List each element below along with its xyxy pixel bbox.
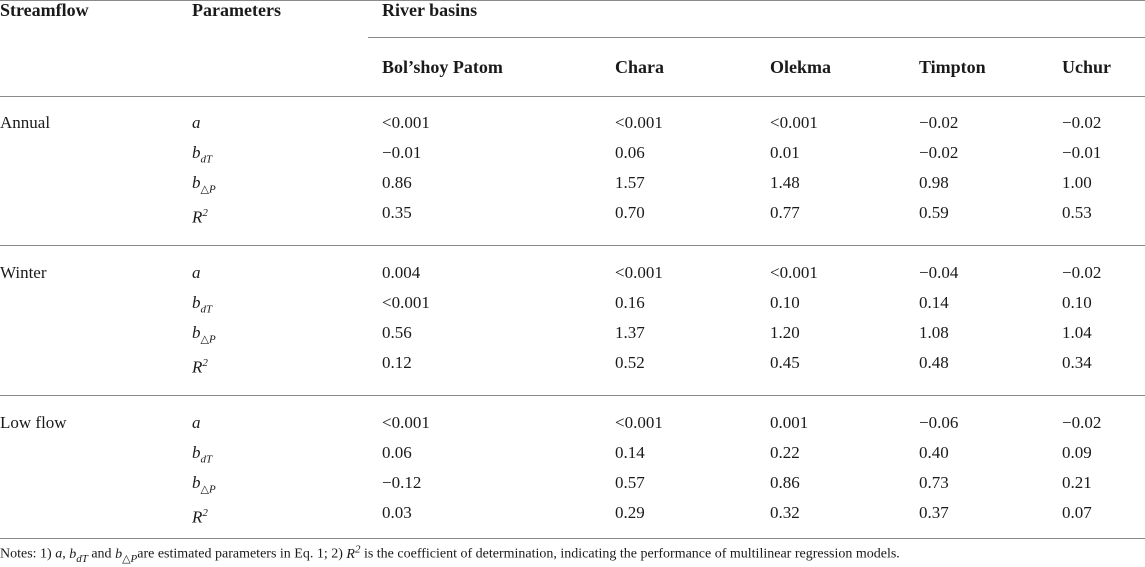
parameter-symbol-base: b	[192, 323, 201, 342]
parameter-symbol-sub: dT	[200, 153, 213, 166]
table-cell: −0.01	[1062, 143, 1102, 162]
table-cell: 0.40	[919, 443, 949, 462]
group-label: Annual	[0, 113, 51, 132]
table-cell: −0.01	[382, 143, 422, 162]
parameter-label	[192, 113, 201, 133]
notes-text: and	[87, 546, 116, 562]
parameter-symbol-base: R	[192, 507, 203, 527]
header-basin: Uchur	[1062, 57, 1111, 77]
table-cell: 0.12	[382, 353, 412, 372]
table-cell: 0.06	[615, 143, 645, 162]
table-cell: <0.001	[770, 263, 818, 282]
table-cell: 0.32	[770, 503, 800, 522]
parameter-label	[192, 143, 212, 169]
parameter-symbol-sub: △P	[200, 483, 216, 496]
table-cell: 0.34	[1062, 353, 1092, 372]
parameter-symbol-sub: dT	[200, 453, 213, 466]
table-cell: 0.37	[919, 503, 949, 522]
table-cell: 0.09	[1062, 443, 1092, 462]
parameter-symbol-sup: 2	[202, 357, 208, 369]
table-bottom-rule	[0, 538, 1145, 539]
table-cell: 0.70	[615, 203, 645, 222]
notes-text: ,	[62, 546, 70, 562]
parameter-label	[192, 323, 216, 349]
table-cell: 0.98	[919, 173, 949, 192]
header-bottom-rule	[0, 96, 1145, 97]
parameter-symbol-base: R	[192, 357, 203, 377]
notes-text: are estimated parameters in Eq. 1; 2)	[137, 546, 347, 562]
group-label: Low flow	[0, 413, 67, 432]
table-cell: 0.52	[615, 353, 645, 372]
notes-param-bdp	[115, 546, 138, 565]
table-cell: 0.73	[919, 473, 949, 492]
parameter-label	[192, 173, 216, 199]
table-cell: 0.03	[382, 503, 412, 522]
header-basin: Chara	[615, 57, 664, 77]
notes-symbol-base: R	[346, 546, 355, 562]
table-cell: 0.06	[382, 443, 412, 462]
table-cell: <0.001	[615, 263, 663, 282]
table-cell: 0.16	[615, 293, 645, 312]
table-cell: 1.08	[919, 323, 949, 342]
table-cell: <0.001	[382, 413, 430, 432]
parameter-label	[192, 413, 201, 433]
table-cell: −0.04	[919, 263, 959, 282]
notes-symbol-sub: △P	[122, 552, 138, 565]
table-cell: 0.001	[770, 413, 809, 432]
table-cell: <0.001	[770, 113, 818, 132]
table-cell: 0.21	[1062, 473, 1092, 492]
parameter-symbol-base: a	[192, 263, 201, 282]
table-cell: 1.37	[615, 323, 645, 342]
group-label: Winter	[0, 263, 47, 282]
parameter-symbol-sup: 2	[202, 507, 208, 519]
header-river-basins: River basins	[382, 0, 478, 20]
table-cell: 0.22	[770, 443, 800, 462]
header-streamflow: Streamflow	[0, 0, 89, 20]
notes-param-a: a	[55, 546, 63, 562]
parameter-symbol-base: b	[192, 143, 201, 162]
table-cell: −0.02	[919, 143, 959, 162]
table-cell: <0.001	[615, 413, 663, 432]
notes-text: is the coefficient of determination, indicating the performance of multilinear regression models.	[360, 546, 900, 562]
river-basins-underline	[368, 37, 1145, 38]
table-cell: <0.001	[615, 113, 663, 132]
table-cell: 1.04	[1062, 323, 1092, 342]
notes-symbol-sup: 2	[354, 543, 361, 555]
parameter-label	[192, 473, 216, 499]
table-cell: 0.004	[382, 263, 421, 282]
parameter-symbol-sub: dT	[200, 303, 213, 316]
table-cell: 1.20	[770, 323, 800, 342]
table-cell: 1.57	[615, 173, 645, 192]
parameter-symbol-base: b	[192, 173, 201, 192]
table-cell: −0.06	[919, 413, 959, 432]
table-cell: 0.14	[615, 443, 645, 462]
table-cell: −0.02	[1062, 113, 1102, 132]
table-notes	[0, 540, 900, 567]
table-cell: 0.57	[615, 473, 645, 492]
group-divider-winter	[0, 395, 1145, 396]
table-cell: −0.02	[1062, 263, 1102, 282]
parameter-label	[192, 293, 212, 319]
parameter-symbol-base: a	[192, 413, 201, 432]
parameter-label	[192, 353, 208, 378]
table-cell: 0.59	[919, 203, 949, 222]
table-cell: <0.001	[382, 293, 430, 312]
header-basin: Timpton	[919, 57, 986, 77]
table-cell: 0.56	[382, 323, 412, 342]
table-cell: 0.07	[1062, 503, 1092, 522]
notes-symbol-sub: dT	[76, 552, 88, 565]
header-basin: Bol’shoy Patom	[382, 57, 503, 77]
notes-param-r2	[346, 543, 361, 562]
table-cell: 0.53	[1062, 203, 1092, 222]
table-cell: 0.48	[919, 353, 949, 372]
table-top-rule	[0, 0, 1145, 1]
group-divider-annual	[0, 245, 1145, 246]
table-cell: 0.10	[1062, 293, 1092, 312]
table-cell: 0.01	[770, 143, 800, 162]
table-cell: 0.10	[770, 293, 800, 312]
table-cell: 1.00	[1062, 173, 1092, 192]
parameter-symbol-base: a	[192, 113, 201, 132]
table-cell: −0.02	[1062, 413, 1102, 432]
table-cell: 0.86	[382, 173, 412, 192]
parameter-symbol-base: R	[192, 207, 203, 227]
parameter-label	[192, 263, 201, 283]
parameter-symbol-sub: △P	[200, 333, 216, 346]
table-cell: 0.14	[919, 293, 949, 312]
table-cell: 0.35	[382, 203, 412, 222]
header-basin: Olekma	[770, 57, 831, 77]
parameter-label	[192, 203, 208, 228]
notes-text: Notes: 1)	[0, 546, 56, 562]
table-cell: −0.12	[382, 473, 422, 492]
notes-symbol-base: b	[69, 546, 77, 562]
table-cell: 0.86	[770, 473, 800, 492]
table-cell: 1.48	[770, 173, 800, 192]
parameter-symbol-base: b	[192, 443, 201, 462]
header-parameters: Parameters	[192, 0, 281, 20]
parameter-label	[192, 503, 208, 528]
table-cell: 0.77	[770, 203, 800, 222]
table-cell: −0.02	[919, 113, 959, 132]
parameter-label	[192, 443, 212, 469]
parameter-symbol-sup: 2	[202, 207, 208, 219]
notes-param-bdt	[69, 546, 88, 565]
table-cell: <0.001	[382, 113, 430, 132]
parameter-symbol-base: b	[192, 293, 201, 312]
parameter-symbol-base: b	[192, 473, 201, 492]
notes-symbol-base: b	[115, 546, 123, 562]
table-cell: 0.45	[770, 353, 800, 372]
table-cell: 0.29	[615, 503, 645, 522]
parameter-symbol-sub: △P	[200, 183, 216, 196]
